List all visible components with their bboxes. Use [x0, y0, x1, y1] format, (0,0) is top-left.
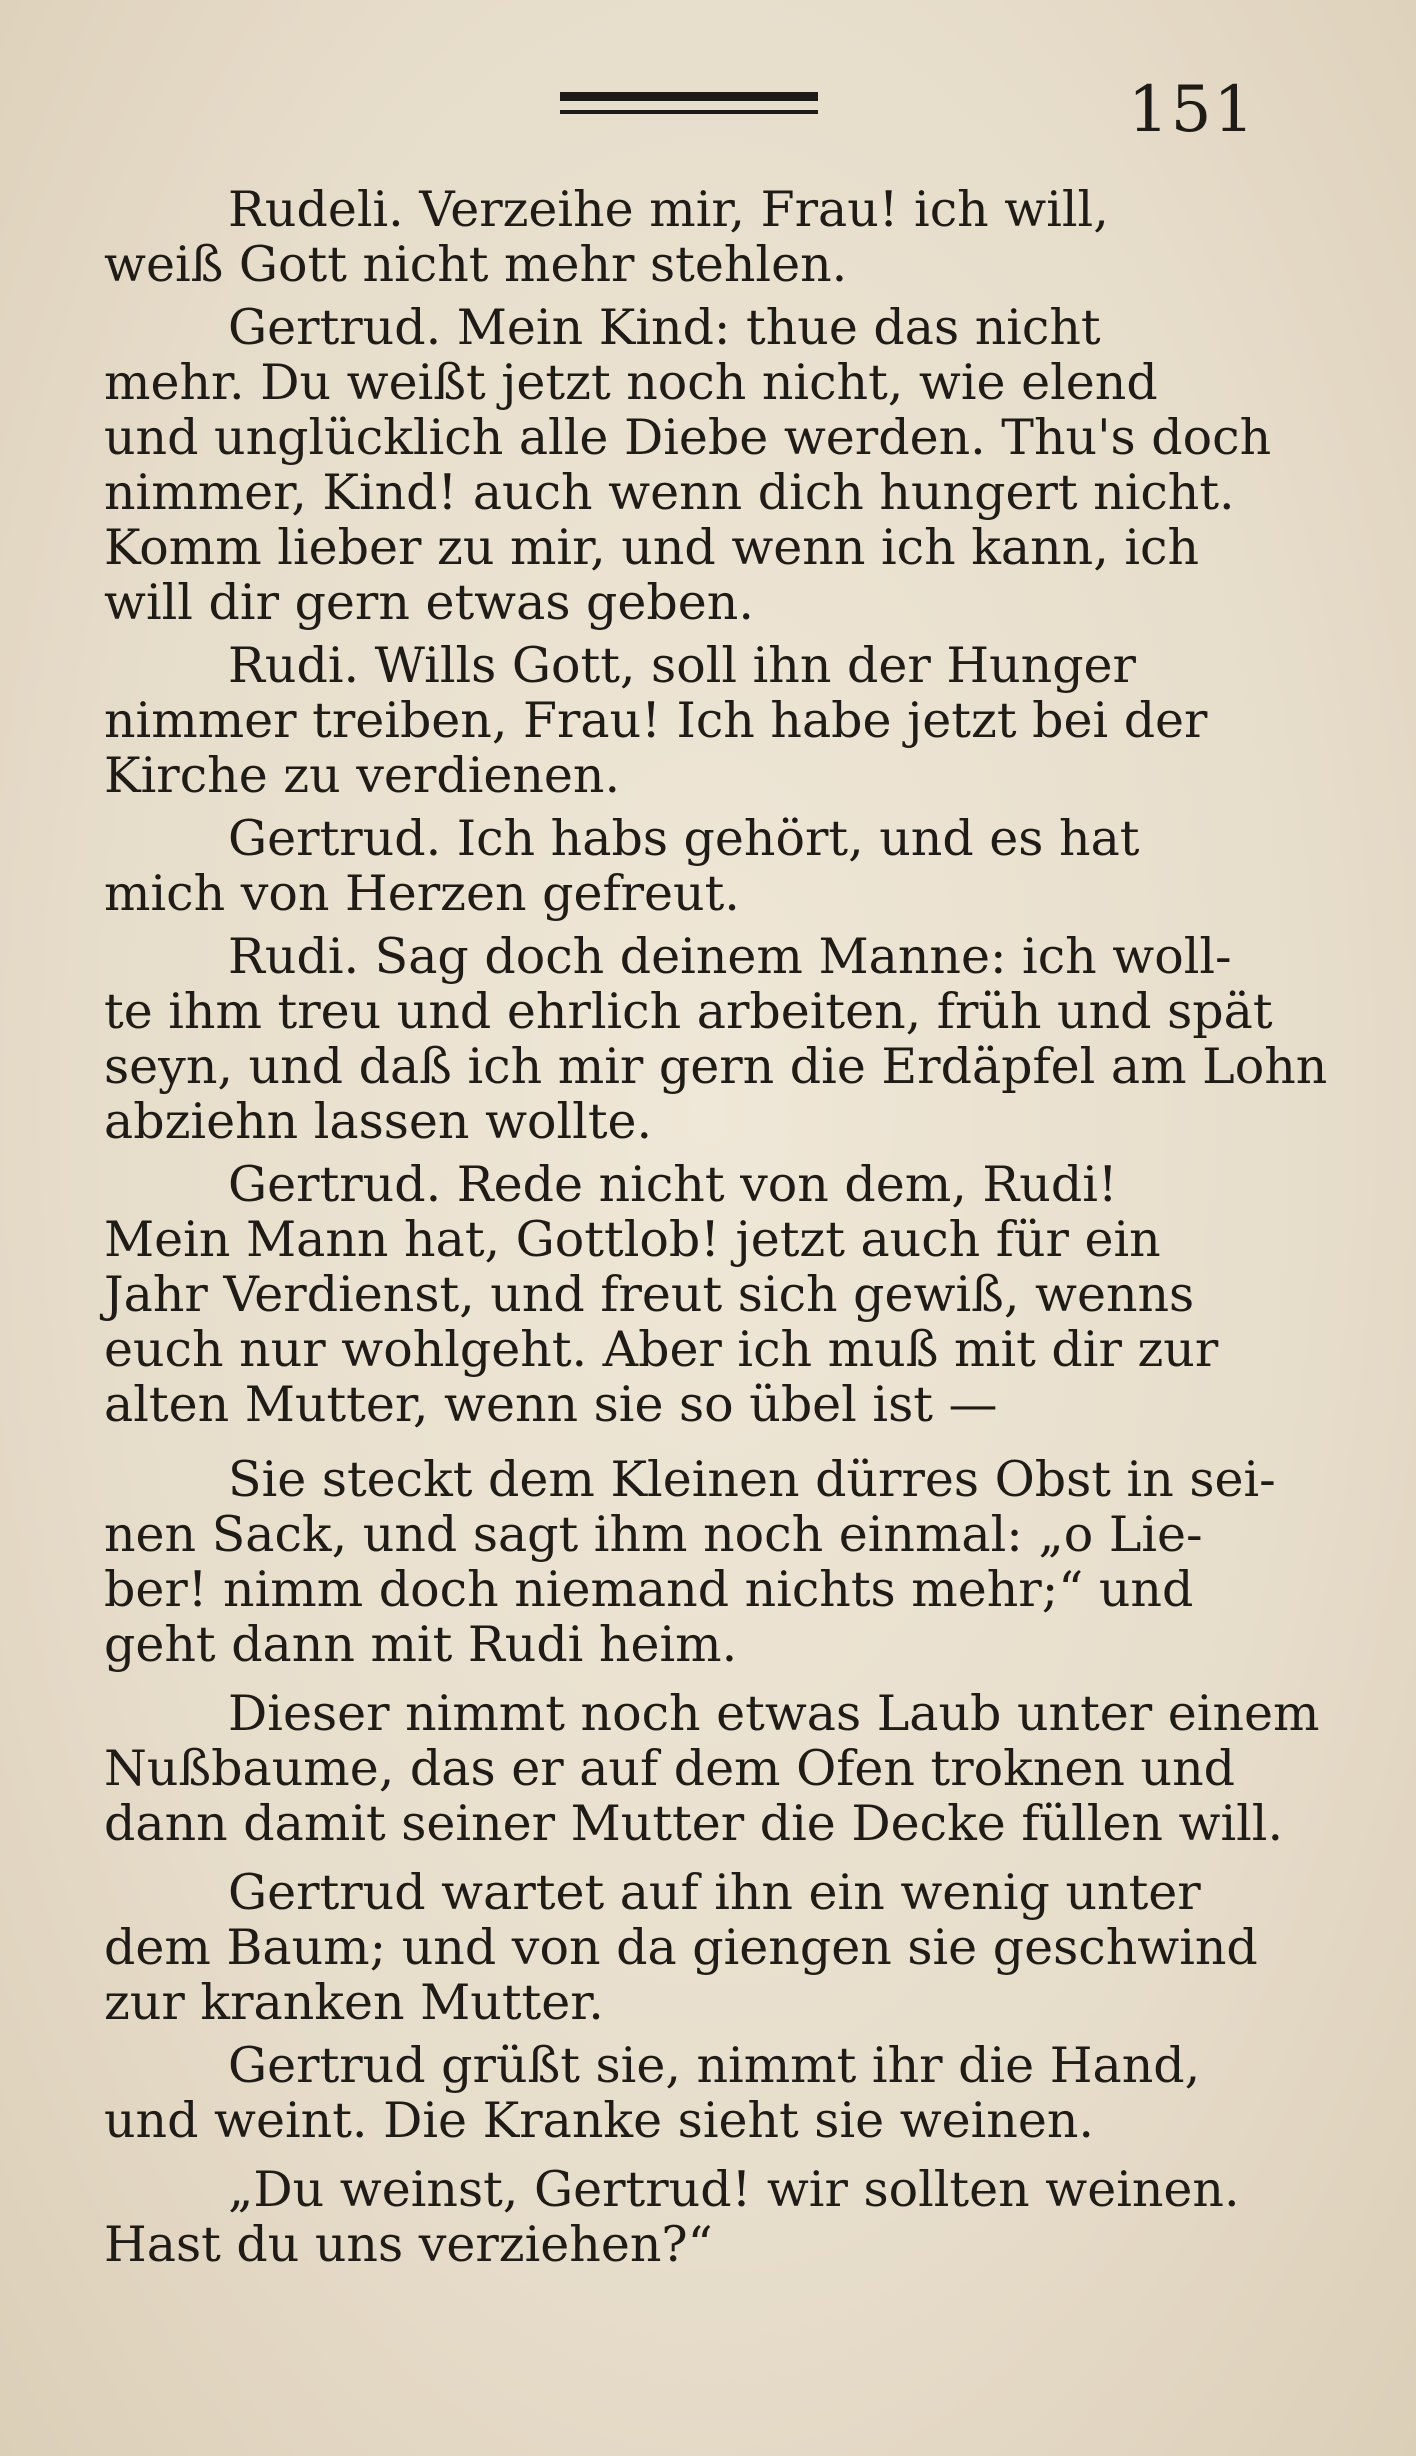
- text-line: Dieser nimmt noch etwas Laub unter einem: [228, 1685, 1320, 1742]
- text-line: zur kranken Mutter.: [104, 1974, 604, 2031]
- paragraph: [104, 182, 1248, 292]
- text-line: weiß Gott nicht mehr stehlen.: [104, 236, 848, 293]
- text-line: dann damit seiner Mutter die Decke füllen will.: [104, 1795, 1284, 1852]
- text-line: „Du weinst, Gertrud! wir sollten weinen.: [228, 2161, 1240, 2218]
- text-line: nen Sack, und sagt ihm noch einmal: „o Lie-: [104, 1506, 1203, 1563]
- text-line: Nußbaume, das er auf dem Ofen troknen und: [104, 1740, 1236, 1797]
- text-line: nimmer treiben, Frau! Ich habe jetzt bei der: [104, 692, 1208, 749]
- text-line: seyn, und daß ich mir gern die Erdäpfel am Lohn: [104, 1038, 1328, 1095]
- text-line: Gertrud. Rede nicht von dem, Rudi!: [228, 1156, 1118, 1213]
- text-line: geht dann mit Rudi heim.: [104, 1616, 738, 1673]
- text-line: alten Mutter, wenn sie so übel ist —: [104, 1376, 998, 1433]
- paragraph: [104, 1864, 1258, 2031]
- text-line: und weint. Die Kranke sieht sie weinen.: [104, 2092, 1095, 2149]
- paragraph: [104, 1685, 1320, 1852]
- text-line: abziehn lassen wollte.: [104, 1093, 653, 1150]
- paragraph: [104, 1157, 1248, 1432]
- text-line: Hast du uns verziehen?“: [104, 2216, 713, 2273]
- text-line: Gertrud. Ich habs gehört, und es hat: [228, 810, 1140, 867]
- text-line: Gertrud grüßt sie, nimmt ihr die Hand,: [228, 2037, 1201, 2094]
- paragraph: [104, 638, 1248, 803]
- page-text: [104, 181, 1328, 2273]
- text-line: Jahr Verdienst, und freut sich gewiß, wenns: [104, 1266, 1195, 1323]
- text-line: Gertrud. Mein Kind: thue das nicht: [228, 299, 1101, 356]
- text-line: Rudeli. Verzeihe mir, Frau! ich will,: [228, 181, 1109, 238]
- text-line: ber! nimm doch niemand nichts mehr;“ und: [104, 1561, 1194, 1618]
- text-line: und unglücklich alle Diebe werden. Thu's doch: [104, 409, 1272, 466]
- text-line: Sie steckt dem Kleinen dürres Obst in sei-: [228, 1451, 1276, 1508]
- text-line: Gertrud wartet auf ihn ein wenig unter: [228, 1864, 1201, 1921]
- text-line: euch nur wohlgeht. Aber ich muß mit dir zur: [104, 1321, 1219, 1378]
- text-line: dem Baum; und von da giengen sie geschwind: [104, 1919, 1258, 1976]
- paragraph: [104, 1451, 1276, 1673]
- text-line: Rudi. Wills Gott, soll ihn der Hunger: [228, 637, 1136, 694]
- text-line: Komm lieber zu mir, und wenn ich kann, ich: [104, 519, 1200, 576]
- text-line: Rudi. Sag doch deinem Manne: ich woll-: [228, 928, 1232, 985]
- text-line: te ihm treu und ehrlich arbeiten, früh und spät: [104, 983, 1273, 1040]
- paragraph: [104, 928, 1328, 1150]
- text-line: mehr. Du weißt jetzt noch nicht, wie elend: [104, 354, 1158, 411]
- paragraph: [104, 299, 1272, 631]
- text-line: mich von Herzen gefreut.: [104, 865, 740, 922]
- paragraph: [104, 811, 1248, 921]
- paragraph: [104, 2038, 1248, 2148]
- page-number: 151: [1128, 73, 1257, 147]
- text-line: Kirche zu verdienen.: [104, 747, 621, 804]
- header-rule: [560, 92, 818, 114]
- paragraph: [104, 2162, 1248, 2272]
- text-line: Mein Mann hat, Gottlob! jetzt auch für ein: [104, 1211, 1161, 1268]
- text-line: will dir gern etwas geben.: [104, 574, 754, 631]
- text-line: nimmer, Kind! auch wenn dich hungert nicht.: [104, 464, 1235, 521]
